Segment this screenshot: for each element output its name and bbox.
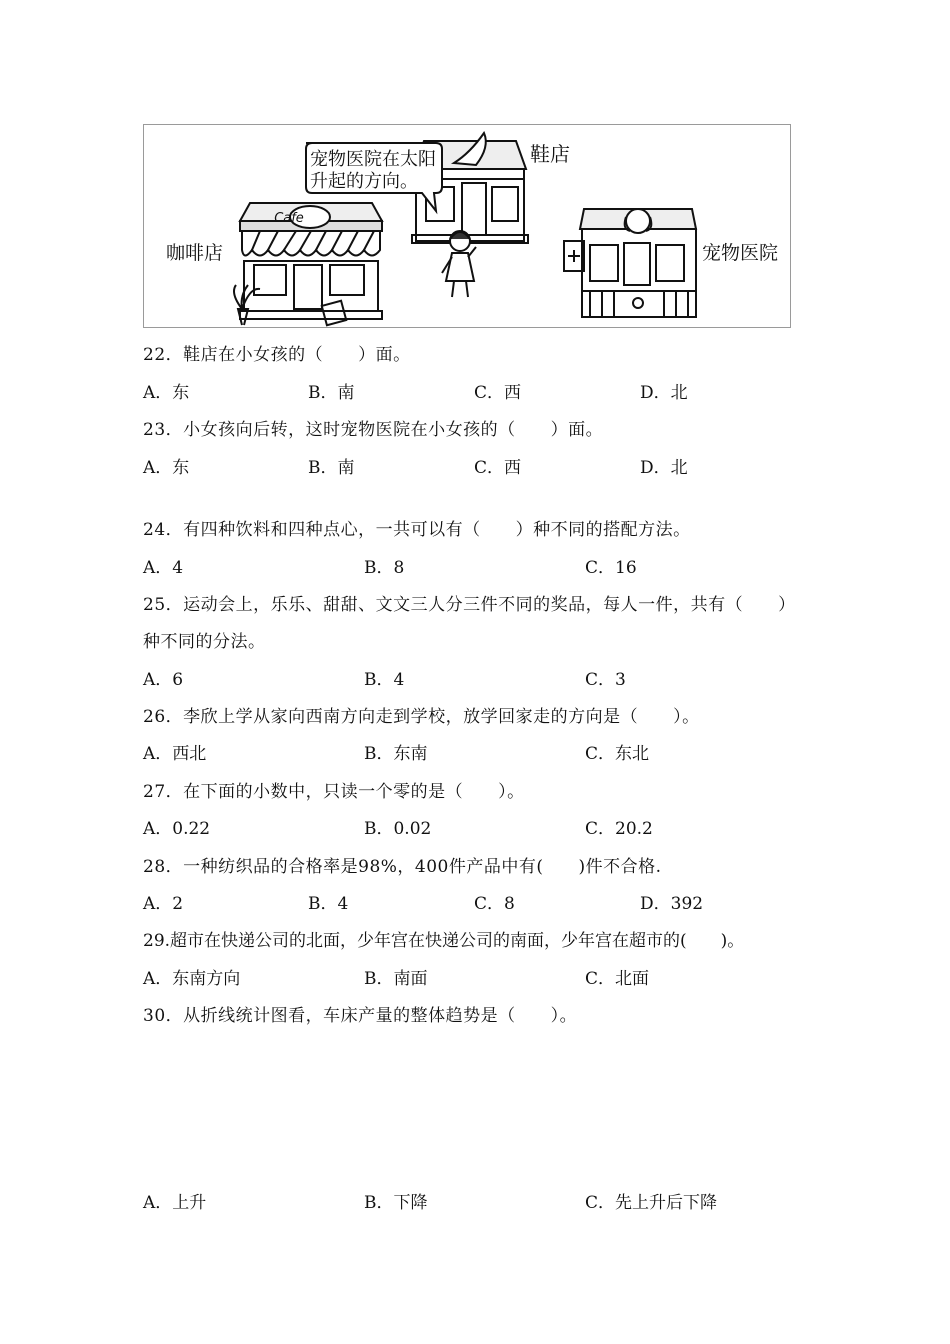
q24-option-b[interactable]: B．8 bbox=[364, 558, 405, 578]
question-28: 28．一种纺织品的合格率是98%，400件产品中有( )件不合格. bbox=[143, 857, 662, 877]
q27-option-c[interactable]: C．20.2 bbox=[585, 819, 653, 839]
q25-option-b[interactable]: B．4 bbox=[364, 670, 405, 690]
q30-option-c[interactable]: C．先上升后下降 bbox=[585, 1193, 718, 1213]
q27-option-a[interactable]: A．0.22 bbox=[143, 819, 211, 839]
speech-line-2: 升起的方向。 bbox=[310, 171, 418, 192]
q22-option-b[interactable]: B．南 bbox=[308, 383, 355, 403]
label-pet-hospital: 宠物医院 bbox=[702, 242, 779, 264]
q28-option-b[interactable]: B．4 bbox=[308, 894, 349, 914]
q23-option-a[interactable]: A．东 bbox=[143, 458, 190, 478]
question-25: 25．运动会上，乐乐、甜甜、文文三人分三件不同的奖品，每人一件，共有（ ） bbox=[143, 595, 796, 615]
q28-option-d[interactable]: D．392 bbox=[640, 894, 704, 914]
q27-option-b[interactable]: B．0.02 bbox=[364, 819, 432, 839]
q28-option-a[interactable]: A．2 bbox=[143, 894, 184, 914]
q30-option-b[interactable]: B．下降 bbox=[364, 1193, 428, 1213]
label-shoe-store: 鞋店 bbox=[530, 142, 570, 166]
q24-option-a[interactable]: A．4 bbox=[143, 558, 184, 578]
q23-option-c[interactable]: C．西 bbox=[474, 458, 522, 478]
question-26: 26．李欣上学从家向西南方向走到学校，放学回家走的方向是（ ）。 bbox=[143, 707, 700, 727]
street-scene bbox=[144, 125, 792, 329]
q26-option-a[interactable]: A．西北 bbox=[143, 744, 207, 764]
speech-line-1: 宠物医院在太阳 bbox=[310, 149, 436, 170]
q25-option-a[interactable]: A．6 bbox=[143, 670, 184, 690]
q23-option-b[interactable]: B．南 bbox=[308, 458, 355, 478]
q25-option-c[interactable]: C．3 bbox=[585, 670, 626, 690]
q22-option-d[interactable]: D．北 bbox=[640, 383, 688, 403]
q29-option-b[interactable]: B．南面 bbox=[364, 969, 428, 989]
q30-option-a[interactable]: A．上升 bbox=[143, 1193, 207, 1213]
q28-option-c[interactable]: C．8 bbox=[474, 894, 515, 914]
sign-board bbox=[322, 301, 346, 325]
map-illustration bbox=[143, 124, 791, 328]
label-cafe: 咖啡店 bbox=[166, 242, 224, 264]
cafe-building bbox=[240, 203, 382, 319]
question-23: 23．小女孩向后转，这时宠物医院在小女孩的（ ）面。 bbox=[143, 420, 604, 440]
q26-option-c[interactable]: C．东北 bbox=[585, 744, 650, 764]
pet-hospital-building bbox=[564, 209, 696, 317]
question-30: 30．从折线统计图看，车床产量的整体趋势是（ ）。 bbox=[143, 1006, 578, 1026]
q24-option-c[interactable]: C．16 bbox=[585, 558, 637, 578]
question-29: 29.超市在快递公司的北面，少年宫在快递公司的南面，少年宫在超市的( )。 bbox=[143, 931, 745, 951]
question-24: 24．有四种饮料和四种点心，一共可以有（ ）种不同的搭配方法。 bbox=[143, 520, 691, 540]
question-25-continued: 种不同的分法。 bbox=[143, 632, 266, 652]
question-22: 22．鞋店在小女孩的（ ）面。 bbox=[143, 345, 411, 365]
q22-option-a[interactable]: A．东 bbox=[143, 383, 190, 403]
cafe-sign-text: Cafe bbox=[274, 211, 304, 226]
q29-option-c[interactable]: C．北面 bbox=[585, 969, 650, 989]
q29-option-a[interactable]: A．东南方向 bbox=[143, 969, 241, 989]
q26-option-b[interactable]: B．东南 bbox=[364, 744, 428, 764]
q22-option-c[interactable]: C．西 bbox=[474, 383, 522, 403]
question-27: 27．在下面的小数中，只读一个零的是（ ）。 bbox=[143, 782, 525, 802]
q23-option-d[interactable]: D．北 bbox=[640, 458, 688, 478]
